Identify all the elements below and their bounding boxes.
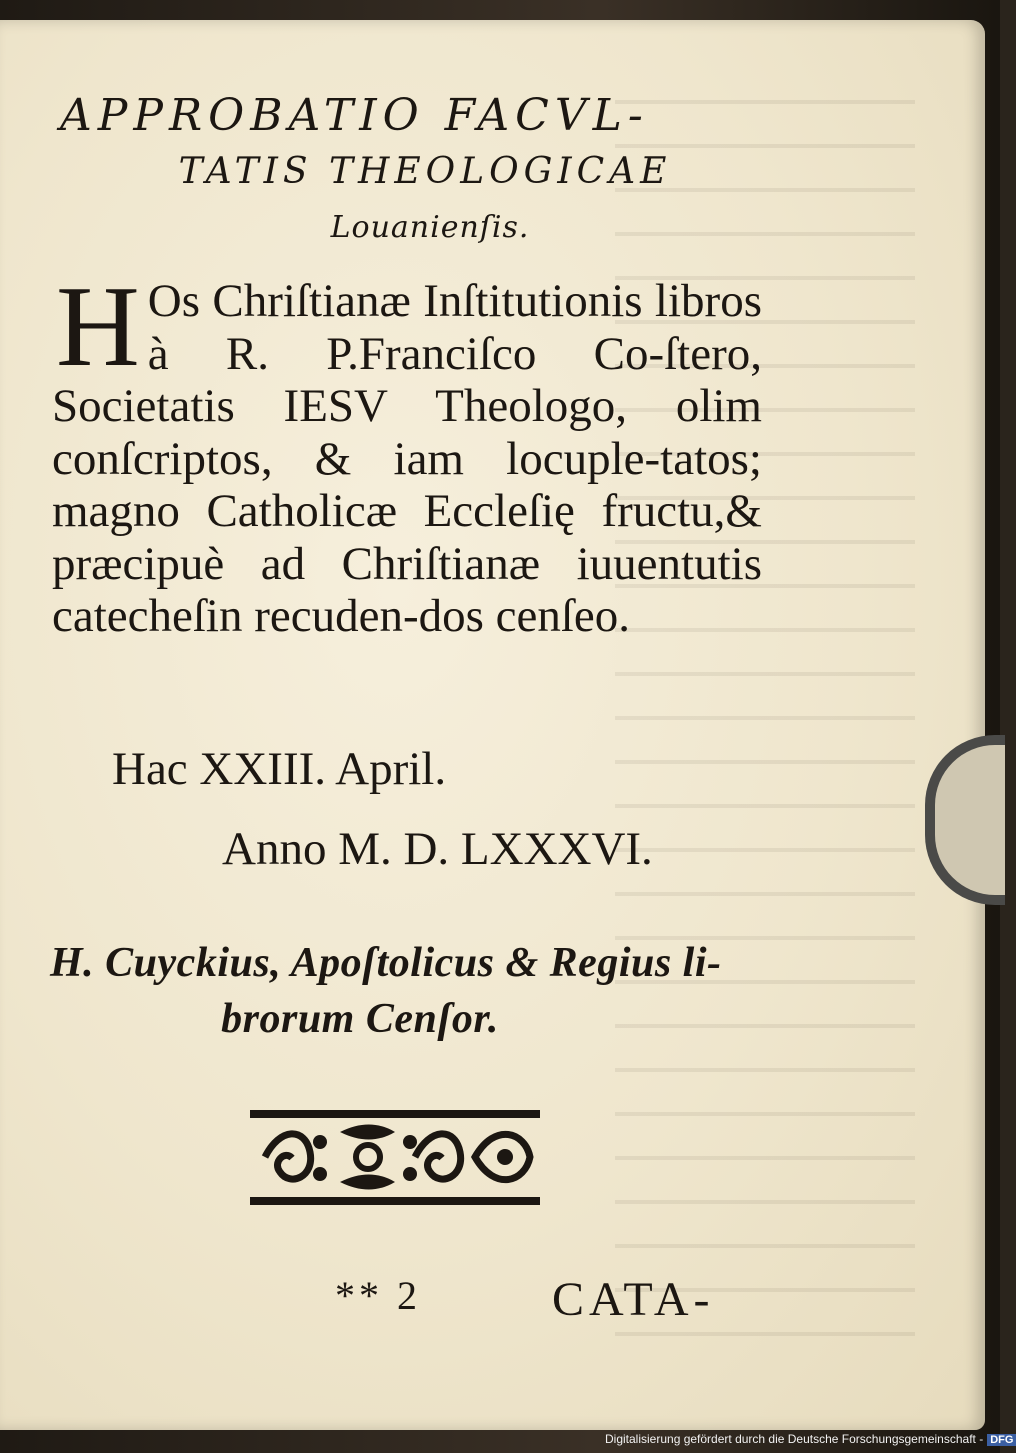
date-year: Anno M. D. LXXXVI. [222, 823, 653, 875]
ornament-icon [250, 1110, 540, 1205]
body-paragraph: Os Chriſtianæ Inſtitutionis libros à R. P.Franciſco Co-ſtero, Societatis IESV Theologo, olim conſcriptos, & iam locuple-tatos; magno Catholicæ Eccleſię fructu,& præcipuè ad Chriſtianæ iuuentutis catecheſin recuden-dos cenſeo. [52, 275, 762, 642]
heading-line-2: TATIS THEOLOGICAE [178, 151, 672, 192]
signature-line-2: brorum Cenſor. [221, 996, 499, 1042]
digitization-notice [605, 1432, 1016, 1446]
catchword: CATA- [552, 1273, 715, 1326]
heading-line-3: Louanienſis. [330, 210, 530, 245]
drop-cap: H [56, 263, 140, 391]
signature-mark: ** 2 [335, 1273, 421, 1318]
heading-line-1: APPROBATIO FACVL- [60, 90, 649, 141]
approbation-heading [60, 88, 760, 256]
signature-line-1: H. Cuyckius, Apoſtolicus & Regius li- [50, 940, 722, 986]
censor-signature [50, 935, 760, 1047]
dfg-logo-icon: DFG [987, 1434, 1016, 1446]
digitization-notice-text: Digitalisierung gefördert durch die Deutsche Forschungsgemeinschaft - [605, 1432, 984, 1446]
approbation-body [52, 263, 762, 643]
date-day: Hac XXIII. April. [112, 743, 447, 795]
